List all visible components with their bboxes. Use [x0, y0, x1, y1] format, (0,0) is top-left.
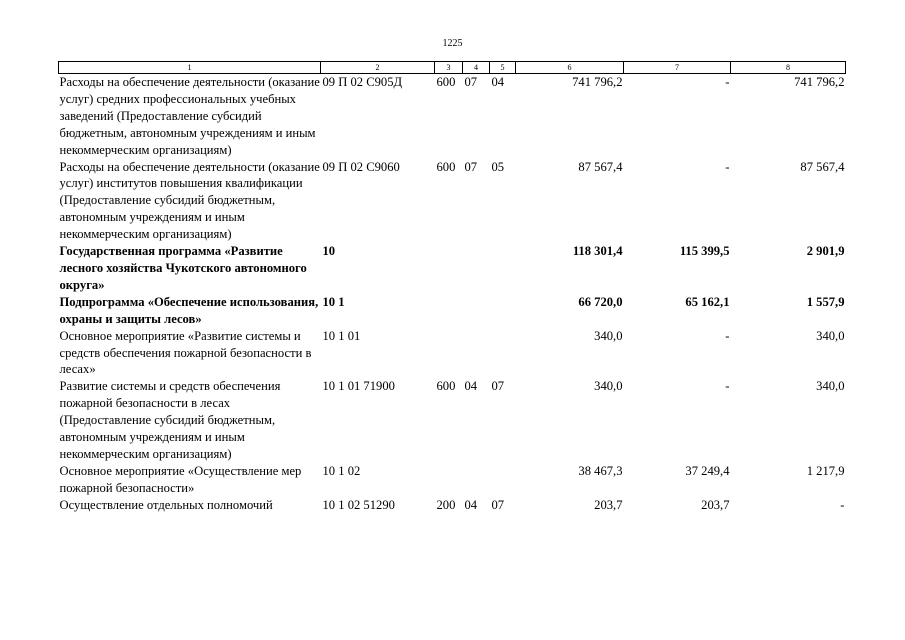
row-name: Государственная программа «Развитие лесного хозяйства Чукотского автономного округа»: [59, 244, 307, 292]
row-col7: 203,7: [701, 497, 730, 512]
row-col7: -: [725, 75, 730, 89]
row-col7: 65 162,1: [685, 294, 730, 309]
row-code: 10 1 02: [322, 463, 361, 478]
row-name: Основное мероприятие «Развитие системы и средств обеспечения пожарной безопасности в лесах»: [59, 328, 312, 377]
row-rz: 04: [464, 379, 478, 394]
row-col8: 87 567,4: [800, 159, 845, 174]
table-row: [59, 294, 846, 328]
row-code: 09 П 02 С905Д: [322, 75, 403, 89]
row-name: Развитие системы и средств обеспечения пожарной безопасности в лесах (Предоставление субсидий бюджетным, автономным учреждениям и иным некоммерческим организациям): [59, 379, 281, 461]
row-vr: 600: [436, 379, 456, 394]
row-col8: 340,0: [816, 379, 845, 394]
row-total: 87 567,4: [578, 159, 623, 174]
header-col-4: 4: [463, 62, 490, 74]
row-code: 10 1 02 51290: [322, 497, 395, 512]
row-name: Расходы на обеспечение деятельности (оказание услуг) институтов повышения квалификации (Предоставление субсидий бюджетным, автономным учреждениям и иным некоммерческим организациям): [59, 159, 320, 242]
row-col8: 1 557,9: [806, 294, 845, 309]
table-row: [59, 328, 846, 379]
row-total: 741 796,2: [572, 75, 623, 89]
row-total: 66 720,0: [578, 294, 623, 309]
row-col7: 37 249,4: [685, 463, 730, 478]
row-pr: [490, 294, 516, 328]
table-row: [59, 463, 846, 497]
header-col-8: 8: [731, 62, 846, 74]
row-code: 10 1 01: [322, 328, 361, 343]
row-vr: 600: [436, 75, 456, 89]
header-col-7: 7: [624, 62, 731, 74]
row-col8: 2 901,9: [806, 244, 845, 259]
row-code: 10 1: [322, 294, 345, 309]
row-pr: 07: [491, 379, 505, 394]
row-vr: 600: [436, 159, 456, 174]
header-col-2: 2: [321, 62, 435, 74]
header-col-6: 6: [516, 62, 624, 74]
row-vr: [435, 463, 463, 497]
row-col7: -: [725, 159, 730, 174]
row-pr: [490, 328, 516, 379]
row-pr: [490, 463, 516, 497]
row-rz: 04: [464, 497, 478, 512]
row-total: 340,0: [594, 328, 623, 343]
row-total: 118 301,4: [572, 244, 623, 259]
row-col8: 340,0: [816, 328, 845, 343]
table-row: [59, 378, 846, 463]
budget-table: [58, 61, 846, 514]
row-rz: [463, 294, 490, 328]
row-name: Подпрограмма «Обеспечение использования, охраны и защиты лесов»: [59, 294, 319, 326]
page-number: 1225: [442, 38, 463, 49]
row-pr: 07: [491, 497, 505, 512]
row-pr: [490, 243, 516, 294]
row-code: 09 П 02 С9060: [322, 159, 400, 174]
row-col8: 741 796,2: [794, 75, 845, 89]
row-col8: -: [840, 497, 845, 512]
row-vr: [435, 328, 463, 379]
table-header: [59, 62, 846, 74]
table-row: [59, 497, 846, 514]
row-col7: -: [725, 328, 730, 343]
row-code: 10: [322, 244, 336, 259]
row-name: Основное мероприятие «Осуществление мер пожарной безопасности»: [59, 463, 302, 495]
row-col8: 1 217,9: [806, 463, 845, 478]
row-vr: [435, 243, 463, 294]
row-rz: [463, 243, 490, 294]
row-name: Осуществление отдельных полномочий: [59, 497, 273, 512]
row-total: 38 467,3: [578, 463, 623, 478]
header-col-5: 5: [490, 62, 516, 74]
row-rz: [463, 328, 490, 379]
header-col-3: 3: [435, 62, 463, 74]
row-rz: 07: [464, 159, 478, 174]
row-pr: 05: [491, 159, 505, 174]
row-rz: [463, 463, 490, 497]
row-rz: 07: [464, 75, 478, 89]
row-code: 10 1 01 71900: [322, 379, 395, 394]
table-body: [59, 74, 846, 514]
table-row: [59, 74, 846, 159]
row-col7: 115 399,5: [679, 244, 730, 259]
row-vr: 200: [436, 497, 456, 512]
table-row: [59, 159, 846, 244]
row-name: Расходы на обеспечение деятельности (оказание услуг) средних профессиональных учебных заведений (Предоставление субсидий бюджетным, автономным учреждениям и иным некоммерческим организациям): [59, 75, 320, 157]
row-pr: 04: [491, 75, 505, 89]
row-col7: -: [725, 379, 730, 394]
table-row: [59, 243, 846, 294]
row-total: 340,0: [594, 379, 623, 394]
header-row: [59, 62, 846, 74]
header-col-1: 1: [59, 62, 321, 74]
row-total: 203,7: [594, 497, 623, 512]
row-vr: [435, 294, 463, 328]
